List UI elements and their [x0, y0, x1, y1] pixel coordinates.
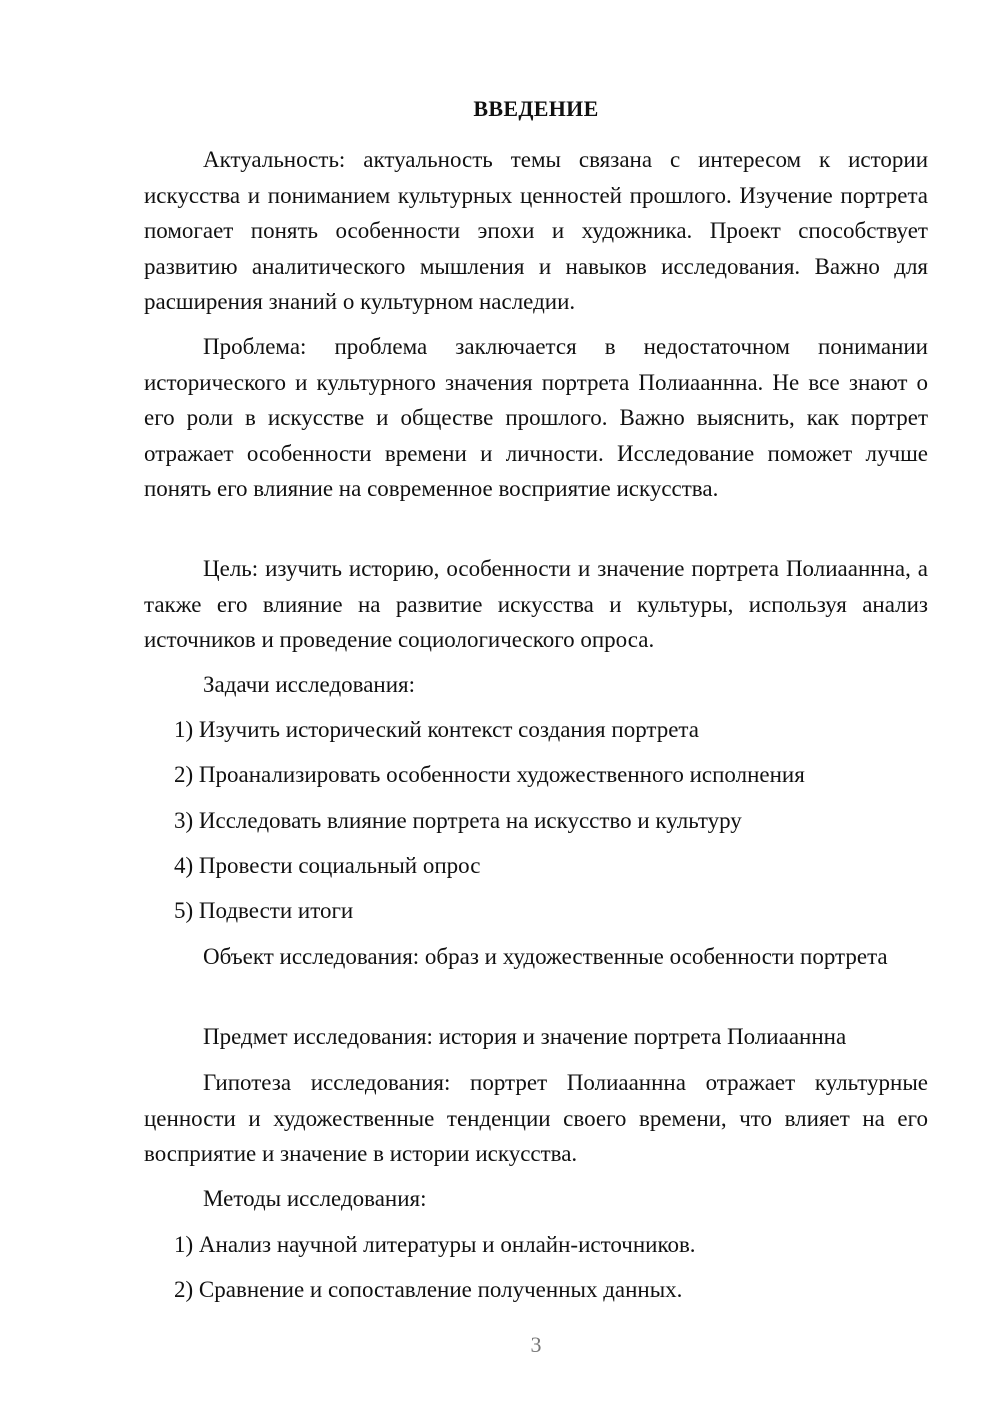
problem-paragraph: Проблема: проблема заключается в недостаточном понимании исторического и культурного значения портрета Полиааннна. Не все знают о его роли в искусстве и обществе прошлого. Важно выяснить, как портрет отражает особенности времени и личности. Исследование поможет лучше понять его влияние на современное восприятие искусства.	[144, 334, 928, 501]
tasks-title: Задачи исследования:	[203, 672, 416, 697]
goal-paragraph: Цель: изучить историю, особенности и значение портрета Полиааннна, а также его влияние на развитие искусства и культуры, используя анализ источников и проведение социологического опроса.	[144, 556, 928, 652]
task-item: 3) Исследовать влияние портрета на искусство и культуру	[174, 808, 742, 833]
method-item: 2) Сравнение и сопоставление полученных данных.	[174, 1277, 683, 1302]
task-item: 2) Проанализировать особенности художественного исполнения	[174, 762, 805, 787]
task-item: 4) Провести социальный опрос	[174, 853, 481, 878]
methods-title: Методы исследования:	[203, 1186, 427, 1211]
relevance-paragraph: Актуальность: актуальность темы связана с интересом к истории искусства и пониманием культурных ценностей прошлого. Изучение портрета помогает понять особенности эпохи и художника. Проект способствует развитию аналитического мышления и навыков исследования. Важно для расширения знаний о культурном наследии.	[144, 147, 928, 314]
subject-paragraph: Предмет исследования: история и значение портрета Полиааннна	[203, 1024, 847, 1049]
section-heading: ВВЕДЕНИЕ	[473, 96, 599, 121]
object-paragraph: Объект исследования: образ и художественные особенности портрета	[203, 944, 888, 969]
page-number: 3	[530, 1332, 542, 1357]
task-item: 1) Изучить исторический контекст создания портрета	[174, 717, 699, 742]
method-item: 1) Анализ научной литературы и онлайн-источников.	[174, 1232, 696, 1257]
hypothesis-paragraph: Гипотеза исследования: портрет Полиааннна отражает культурные ценности и художественные тенденции своего времени, что влияет на его восприятие и значение в истории искусства.	[144, 1070, 928, 1166]
task-item: 5) Подвести итоги	[174, 898, 354, 923]
